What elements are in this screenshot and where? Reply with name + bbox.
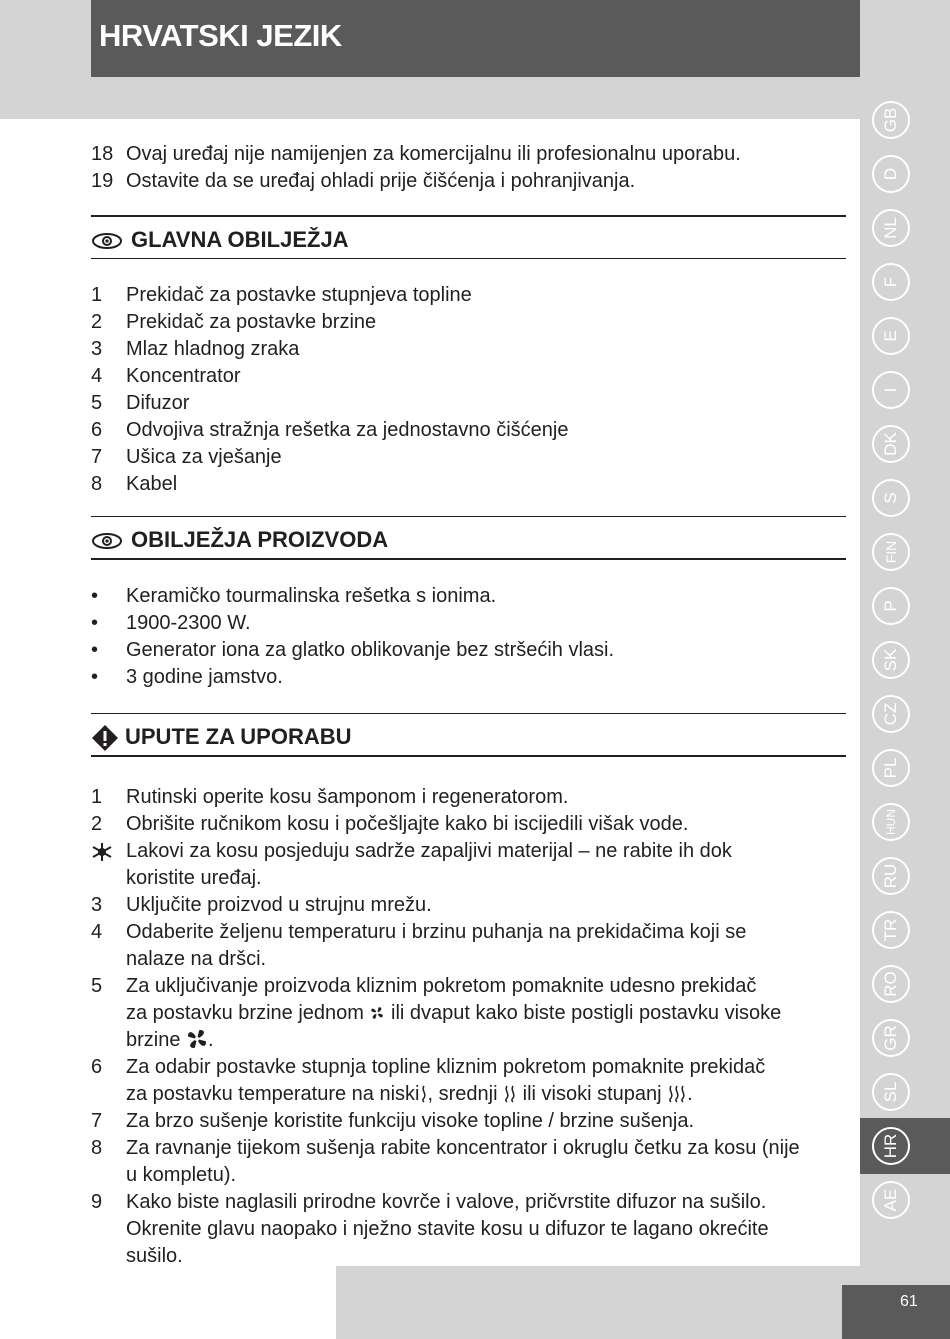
heat-high-icon (667, 1085, 687, 1103)
item-number: 2 (91, 813, 103, 835)
item-text: . (687, 1083, 693, 1105)
item-number: 7 (91, 1110, 103, 1132)
page-number: 61 (900, 1293, 918, 1310)
tab-ru[interactable]: RU (872, 857, 910, 895)
item-text: u kompletu). (126, 1164, 237, 1186)
item-number: 1 (91, 284, 103, 306)
item-text: Difuzor (126, 392, 190, 414)
item-text: ili dvaput kako biste postigli postavku visoke (391, 1002, 782, 1024)
item-text: Rutinski operite kosu šamponom i regeneratorom. (126, 786, 569, 808)
item-number: 7 (91, 446, 103, 468)
item-text: Generator iona za glatko oblikovanje bez stršećih vlasi. (126, 639, 615, 661)
flammable-star-icon (91, 842, 113, 862)
item-text: Za ravnanje tijekom sušenja rabite koncentrator i okruglu četku za kosu (nije (126, 1137, 800, 1159)
item-number: 18 (91, 143, 114, 165)
item-text: Prekidač za postavke stupnjeva topline (126, 284, 472, 306)
fan-high-icon (186, 1028, 208, 1050)
item-text: Odaberite željenu temperaturu i brzinu puhanja na prekidačima koji se (126, 921, 747, 943)
item-text: Kako biste naglasili prirodne kovrče i valove, pričvrstite difuzor na sušilo. (126, 1191, 767, 1213)
tab-gb[interactable]: GB (872, 101, 910, 139)
section-rule (91, 755, 846, 757)
item-text: nalaze na dršci. (126, 948, 267, 970)
item-text: Za uključivanje proizvoda kliznim pokretom pomaknite udesno prekidač (126, 975, 757, 997)
item-text: Mlaz hladnog zraka (126, 338, 300, 360)
item-text: . (208, 1029, 214, 1051)
tab-dk[interactable]: DK (872, 425, 910, 463)
item-number: 5 (91, 392, 103, 414)
footer-strip (0, 1266, 336, 1339)
item-number: 5 (91, 975, 103, 997)
tab-hun[interactable]: HUN (872, 803, 910, 841)
section-heading-product-features (91, 527, 388, 553)
heat-medium-icon (503, 1085, 517, 1103)
page-title: HRVATSKI JEZIK (99, 18, 342, 53)
page-number-box (842, 1285, 950, 1339)
tab-f[interactable]: F (872, 263, 910, 301)
item-number: 8 (91, 1137, 103, 1159)
item-text: Koncentrator (126, 365, 241, 387)
header-bar (91, 0, 860, 77)
heat-low-icon (420, 1085, 428, 1103)
tab-i[interactable]: I (872, 371, 910, 409)
item-text: ili visoki stupanj (522, 1083, 662, 1105)
item-number: 4 (91, 921, 103, 943)
item-number: 3 (91, 894, 103, 916)
item-number: 9 (91, 1191, 103, 1213)
tab-ro[interactable]: RO (872, 965, 910, 1003)
fan-low-icon (369, 1005, 385, 1021)
tab-fin[interactable]: FIN (872, 533, 910, 571)
section-title: UPUTE ZA UPORABU (125, 724, 352, 749)
bullet: • (91, 612, 99, 634)
tab-sl[interactable]: SL (872, 1073, 910, 1111)
item-text: za postavku temperature na niski (126, 1083, 420, 1105)
tab-nl[interactable]: NL (872, 209, 910, 247)
item-text: koristite uređaj. (126, 867, 262, 889)
warning-diamond-icon (91, 724, 119, 752)
item-number: 19 (91, 170, 114, 192)
bullet: • (91, 585, 99, 607)
item-number: 4 (91, 365, 103, 387)
tab-e[interactable]: E (872, 317, 910, 355)
item-number: 6 (91, 419, 103, 441)
item-text: Obrišite ručnikom kosu i počešljajte kako bi iscijedili višak vode. (126, 813, 689, 835)
eye-icon (91, 531, 123, 551)
section-rule (91, 215, 846, 217)
section-rule (91, 258, 846, 259)
item-text: Uključite proizvod u strujnu mrežu. (126, 894, 432, 916)
item-text: Za brzo sušenje koristite funkciju visoke topline / brzine sušenja. (126, 1110, 695, 1132)
tab-pl[interactable]: PL (872, 749, 910, 787)
item-text: Okrenite glavu naopako i nježno stavite kosu u difuzor te lagano okrećite (126, 1218, 769, 1240)
item-number: 3 (91, 338, 103, 360)
item-number: 6 (91, 1056, 103, 1078)
item-text: Ostavite da se uređaj ohladi prije čišćenja i pohranjivanja. (126, 170, 636, 192)
tab-d[interactable]: D (872, 155, 910, 193)
tab-gr[interactable]: GR (872, 1019, 910, 1057)
item-text: Prekidač za postavke brzine (126, 311, 377, 333)
tab-ae[interactable]: AE (872, 1181, 910, 1219)
item-text: Za odabir postavke stupnja topline kliznim pokretom pomaknite prekidač (126, 1056, 766, 1078)
section-title: OBILJEŽJA PROIZVODA (131, 527, 389, 552)
tab-tr[interactable]: TR (872, 911, 910, 949)
item-text: Lakovi za kosu posjeduju sadrže zapaljivi materijal – ne rabite ih dok (126, 840, 732, 862)
section-heading-main-features (91, 227, 349, 253)
bullet: • (91, 666, 99, 688)
item-text: Keramičko tourmalinska rešetka s ionima. (126, 585, 497, 607)
item-text: Odvojiva stražnja rešetka za jednostavno čišćenje (126, 419, 569, 441)
item-text: Ovaj uređaj nije namijenjen za komercijalnu ili profesionalnu uporabu. (126, 143, 741, 165)
section-heading-instructions (91, 724, 352, 752)
item-text: 3 godine jamstvo. (126, 666, 283, 688)
section-rule (91, 516, 846, 517)
eye-icon (91, 231, 123, 251)
item-text: sušilo. (126, 1245, 183, 1267)
section-rule (91, 558, 846, 560)
item-text: 1900-2300 W. (126, 612, 251, 634)
item-number: 8 (91, 473, 103, 495)
item-number: 2 (91, 311, 103, 333)
tab-s[interactable]: S (872, 479, 910, 517)
tab-p[interactable]: P (872, 587, 910, 625)
item-text: Ušica za vješanje (126, 446, 282, 468)
item-text: Kabel (126, 473, 178, 495)
item-text: za postavku brzine jednom (126, 1002, 364, 1024)
item-text: , srednji (427, 1083, 498, 1105)
item-number: 1 (91, 786, 103, 808)
section-title: GLAVNA OBILJEŽJA (131, 227, 349, 252)
item-text: brzine (126, 1029, 181, 1051)
tab-hr-active[interactable]: HR (872, 1127, 910, 1165)
bullet: • (91, 639, 99, 661)
tab-sk[interactable]: SK (872, 641, 910, 679)
tab-cz[interactable]: CZ (872, 695, 910, 733)
section-rule (91, 713, 846, 714)
